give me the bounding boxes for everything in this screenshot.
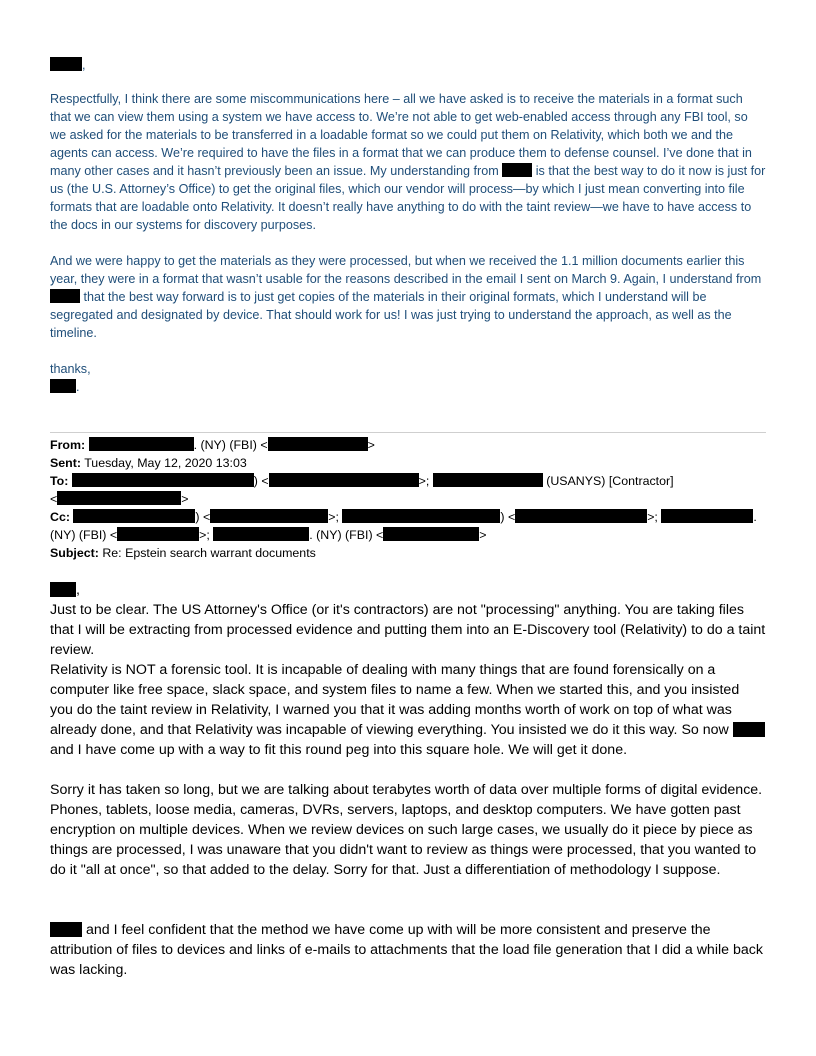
reply-paragraph-2: And we were happy to get the materials as they were processed, but when we received the 1.1 million documents earlier this year, they were in a format that wasn’t usable for the reasons described in the email I sent on March 9. Again, I understand from that the best way forward is to just get copies of the materials in their original formats, which I understand will be segregated and designated by device. That should work for us! I was just trying to understand the approach, as well as the timeline. [50,254,762,340]
body-paragraph-2: Relativity is NOT a forensic tool. It is incapable of dealing with many things that are found forensically on a computer like free space, slack space, and system files to name a few. When we started this, and you insisted you do the taint review in Relativity, I warned you that it was adding months worth of work on top of what was already done, and that Relativity was incapable of viewing everything. You insisted we do it this way. So now and I have come up with a way to fit this round peg into this square hole. We will get it done. [50,660,766,760]
redaction [268,437,368,451]
redaction [117,527,199,541]
redaction [342,509,500,523]
cc-line: Cc: ) < >; ) < >; . [50,510,757,524]
reply-paragraph-1: Respectfully, I think there are some miscommunications here – all we have asked is to receive the materials in a format such that we can view them using a system we have access to. We’re not able to get web-enabled access through any FBI tool, so we asked for the materials to be transferred in a loadable format so we could put them on Relativity, which both we and the agents can access. We’re required to have the files in a format that we can produce them to defense counsel. I’ve done that in many other cases and it hasn’t previously been an issue. My understanding from is that the best way to do it now is just for us (the U.S. Attorney’s Office) to get the original files, which our vendor will process—by which I just mean converting into file formats that are loadable onto Relativity. It doesn’t really have anything to do with the taint review—we have to have access to the docs in our systems for discovery purposes. [50,92,766,232]
cc-line-2: (NY) (FBI) < >; . (NY) (FBI) < > [50,528,487,542]
redaction [57,491,181,505]
redaction [50,922,82,937]
redaction [502,163,532,177]
reply-closing: thanks, [50,362,91,376]
redaction [50,379,76,393]
divider [50,432,766,433]
redaction [50,289,80,303]
body-paragraph-1: Just to be clear. The US Attorney's Office (or it's contractors) are not "processing" anything. You are taking files that I will be extracting from processed evidence and putting them into an E-Discovery tool (Relativity) to do a taint review. [50,602,766,658]
to-line-2: < > [50,492,189,506]
redaction [50,57,82,71]
redaction [72,473,254,487]
to-line: To: ) < >; (USANYS) [Contractor] [50,474,674,488]
body-salutation: , [50,580,766,600]
redaction [433,473,543,487]
redaction [661,509,753,523]
redaction [73,509,195,523]
redaction [210,509,328,523]
body-paragraph-4: and I feel confident that the method we have come up with will be more consistent and preserve the attribution of files to devices and links of e-mails to attachments that the load file generation that I did a while back was lacking. [50,922,763,978]
redaction [515,509,647,523]
email-header [50,436,766,562]
subject-line: Subject: Re: Epstein search warrant documents [50,546,316,560]
body-paragraph-3: Sorry it has taken so long, but we are talking about terabytes worth of data over multiple forms of digital evidence. Phones, tablets, loose media, cameras, DVRs, servers, laptops, and desktop computers. We have gotten past encryption on multiple devices. When we review devices on such large cases, we usually do it piece by piece as things are processed, I was unaware that you didn't want to review as things were processed, that you wanted to do it "all at once", so that added to the delay. Sorry for that. Just a differentiation of methodology I suppose. [50,782,763,878]
redaction [733,722,765,737]
redaction [50,582,76,597]
redaction [213,527,309,541]
reply-salutation: , [50,56,766,74]
from-line: From: . (NY) (FBI) < > [50,438,375,452]
redaction [383,527,479,541]
reply-signature: . [50,378,766,396]
redaction [89,437,194,451]
sent-line: Sent: Tuesday, May 12, 2020 13:03 [50,456,247,470]
redaction [269,473,419,487]
